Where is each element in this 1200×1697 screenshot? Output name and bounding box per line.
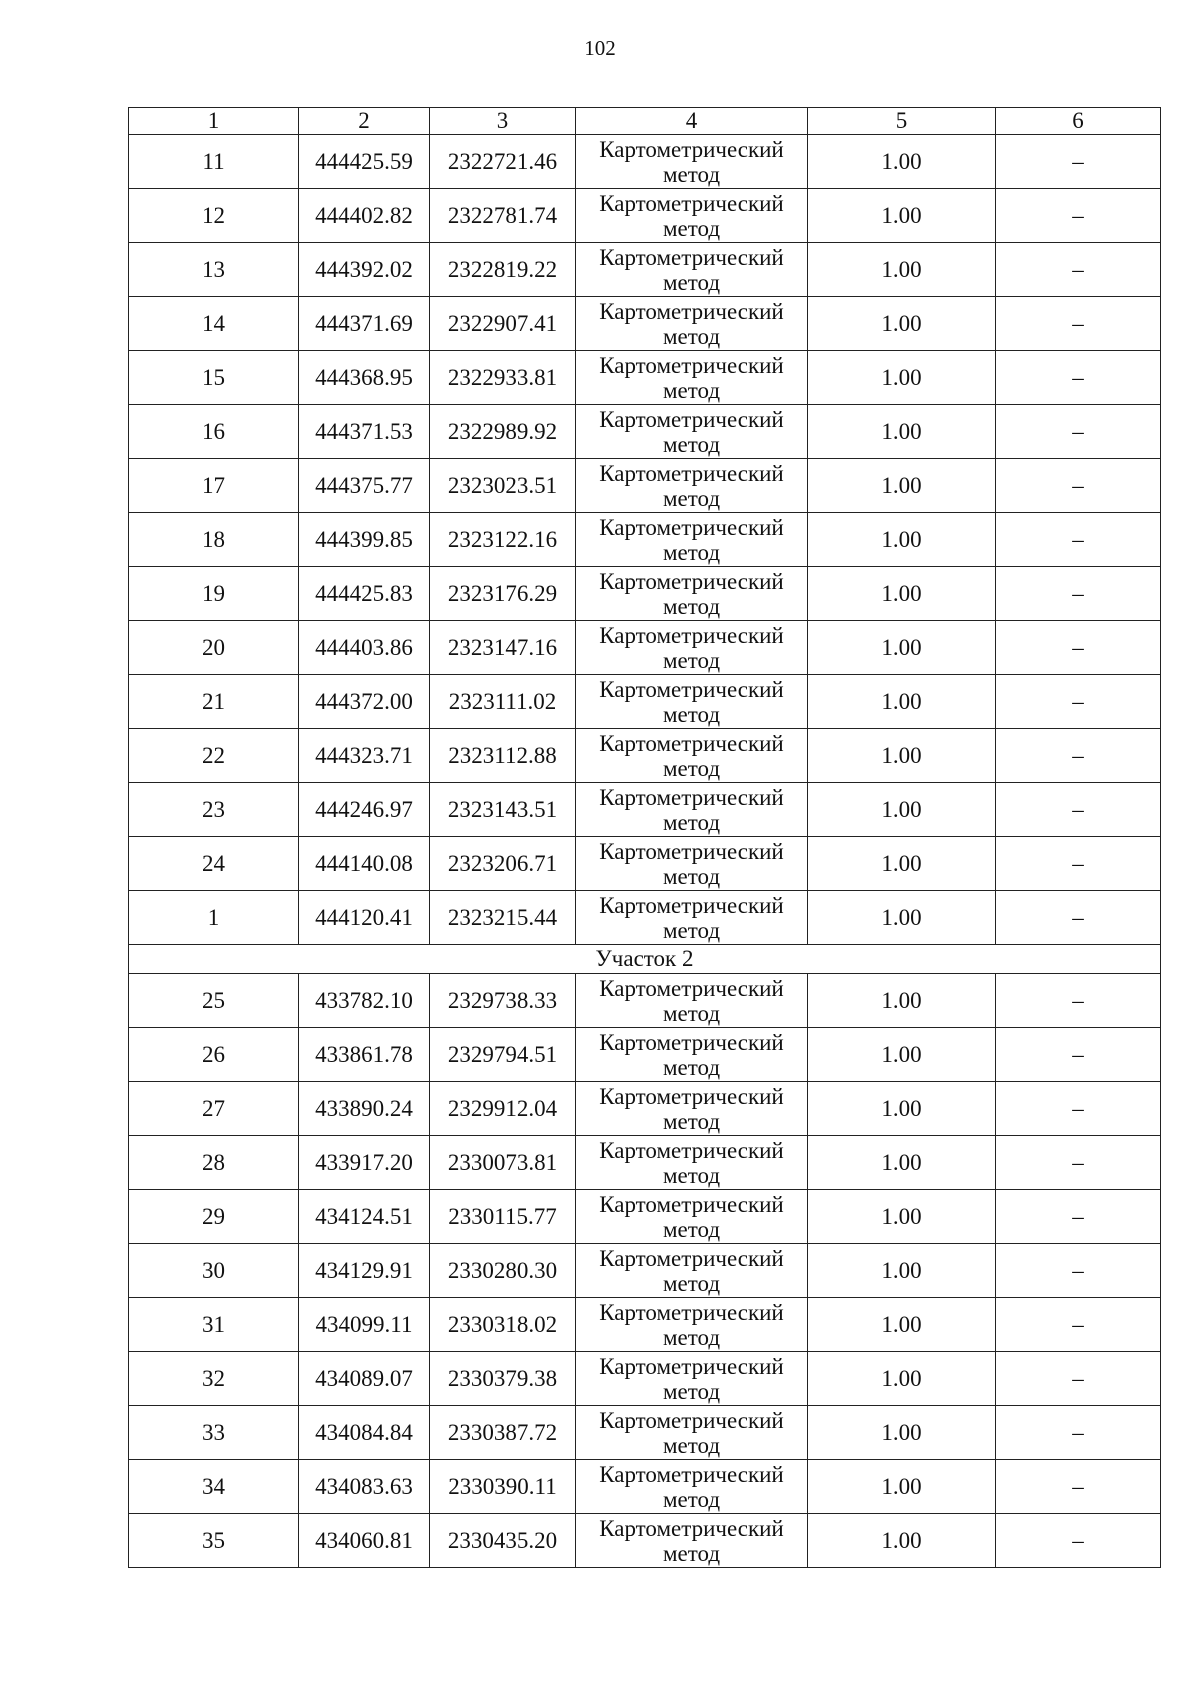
- point-number-cell: 23: [129, 783, 299, 837]
- note-cell: –: [996, 297, 1161, 351]
- method-text: Картометрический метод: [599, 514, 784, 565]
- method-text: Картометрический метод: [599, 1029, 784, 1080]
- method-text: Картометрический метод: [599, 676, 784, 727]
- note-cell: –: [996, 891, 1161, 945]
- note-cell: –: [996, 621, 1161, 675]
- x-coordinate-cell: 434129.91: [299, 1244, 430, 1298]
- x-coordinate-cell: 434124.51: [299, 1190, 430, 1244]
- point-number-cell: 28: [129, 1136, 299, 1190]
- accuracy-cell: 1.00: [808, 1406, 996, 1460]
- point-number-cell: 26: [129, 1028, 299, 1082]
- page-number: 102: [584, 36, 616, 60]
- method-text: Картометрический метод: [599, 975, 784, 1026]
- y-coordinate-cell: 2330435.20: [430, 1514, 576, 1568]
- column-header: 1: [129, 108, 299, 135]
- point-number-cell: 33: [129, 1406, 299, 1460]
- y-coordinate-cell: 2323122.16: [430, 513, 576, 567]
- y-coordinate-cell: 2322819.22: [430, 243, 576, 297]
- accuracy-cell: 1.00: [808, 675, 996, 729]
- note-cell: –: [996, 837, 1161, 891]
- accuracy-cell: 1.00: [808, 1190, 996, 1244]
- method-text: Картометрический метод: [599, 460, 784, 511]
- accuracy-cell: 1.00: [808, 513, 996, 567]
- accuracy-cell: 1.00: [808, 974, 996, 1028]
- table-row: [129, 297, 1161, 351]
- method-cell: [576, 675, 808, 729]
- accuracy-cell: 1.00: [808, 1136, 996, 1190]
- method-cell: [576, 621, 808, 675]
- method-cell: [576, 1406, 808, 1460]
- point-number-cell: 35: [129, 1514, 299, 1568]
- table-row: [129, 243, 1161, 297]
- point-number-cell: 32: [129, 1352, 299, 1406]
- point-number-cell: 13: [129, 243, 299, 297]
- table-row: [129, 1298, 1161, 1352]
- column-header: 6: [996, 108, 1161, 135]
- method-cell: [576, 837, 808, 891]
- y-coordinate-cell: 2323206.71: [430, 837, 576, 891]
- header-row: [129, 108, 1161, 135]
- x-coordinate-cell: 444323.71: [299, 729, 430, 783]
- method-cell: [576, 135, 808, 189]
- accuracy-cell: 1.00: [808, 1514, 996, 1568]
- method-cell: [576, 891, 808, 945]
- y-coordinate-cell: 2322907.41: [430, 297, 576, 351]
- note-cell: –: [996, 974, 1161, 1028]
- table-row: [129, 513, 1161, 567]
- method-text: Картометрический метод: [599, 352, 784, 403]
- table-row: [129, 1190, 1161, 1244]
- y-coordinate-cell: 2322933.81: [430, 351, 576, 405]
- point-number-cell: 16: [129, 405, 299, 459]
- method-cell: [576, 1136, 808, 1190]
- y-coordinate-cell: 2323023.51: [430, 459, 576, 513]
- x-coordinate-cell: 434089.07: [299, 1352, 430, 1406]
- method-text: Картометрический метод: [599, 838, 784, 889]
- point-number-cell: 29: [129, 1190, 299, 1244]
- accuracy-cell: 1.00: [808, 621, 996, 675]
- y-coordinate-cell: 2322721.46: [430, 135, 576, 189]
- note-cell: –: [996, 1352, 1161, 1406]
- x-coordinate-cell: 434084.84: [299, 1406, 430, 1460]
- column-header: 5: [808, 108, 996, 135]
- note-cell: –: [996, 1136, 1161, 1190]
- note-cell: –: [996, 783, 1161, 837]
- point-number-cell: 34: [129, 1460, 299, 1514]
- y-coordinate-cell: 2329912.04: [430, 1082, 576, 1136]
- y-coordinate-cell: 2323176.29: [430, 567, 576, 621]
- table-row: [129, 891, 1161, 945]
- x-coordinate-cell: 444246.97: [299, 783, 430, 837]
- y-coordinate-cell: 2329738.33: [430, 974, 576, 1028]
- method-cell: [576, 1028, 808, 1082]
- note-cell: –: [996, 1460, 1161, 1514]
- note-cell: –: [996, 1028, 1161, 1082]
- accuracy-cell: 1.00: [808, 567, 996, 621]
- table-row: [129, 837, 1161, 891]
- accuracy-cell: 1.00: [808, 1082, 996, 1136]
- x-coordinate-cell: 433861.78: [299, 1028, 430, 1082]
- accuracy-cell: 1.00: [808, 1352, 996, 1406]
- note-cell: –: [996, 459, 1161, 513]
- x-coordinate-cell: 444425.59: [299, 135, 430, 189]
- x-coordinate-cell: 444375.77: [299, 459, 430, 513]
- table-row: [129, 1244, 1161, 1298]
- x-coordinate-cell: 434099.11: [299, 1298, 430, 1352]
- method-cell: [576, 405, 808, 459]
- y-coordinate-cell: 2323111.02: [430, 675, 576, 729]
- table-row: [129, 567, 1161, 621]
- method-cell: [576, 459, 808, 513]
- table-row: [129, 1406, 1161, 1460]
- method-text: Картометрический метод: [599, 892, 784, 943]
- method-text: Картометрический метод: [599, 244, 784, 295]
- y-coordinate-cell: 2323147.16: [430, 621, 576, 675]
- method-text: Картометрический метод: [599, 298, 784, 349]
- note-cell: –: [996, 351, 1161, 405]
- accuracy-cell: 1.00: [808, 405, 996, 459]
- table-row: [129, 729, 1161, 783]
- method-text: Картометрический метод: [599, 1083, 784, 1134]
- point-number-cell: 20: [129, 621, 299, 675]
- note-cell: –: [996, 1298, 1161, 1352]
- method-text: Картометрический метод: [599, 1407, 784, 1458]
- column-header: 2: [299, 108, 430, 135]
- method-cell: [576, 1514, 808, 1568]
- x-coordinate-cell: 433890.24: [299, 1082, 430, 1136]
- x-coordinate-cell: 444402.82: [299, 189, 430, 243]
- note-cell: –: [996, 513, 1161, 567]
- point-number-cell: 22: [129, 729, 299, 783]
- method-cell: [576, 1298, 808, 1352]
- point-number-cell: 21: [129, 675, 299, 729]
- x-coordinate-cell: 444425.83: [299, 567, 430, 621]
- note-cell: –: [996, 675, 1161, 729]
- method-cell: [576, 1460, 808, 1514]
- x-coordinate-cell: 444140.08: [299, 837, 430, 891]
- method-text: Картометрический метод: [599, 1515, 784, 1566]
- accuracy-cell: 1.00: [808, 297, 996, 351]
- point-number-cell: 25: [129, 974, 299, 1028]
- x-coordinate-cell: 434083.63: [299, 1460, 430, 1514]
- point-number-cell: 31: [129, 1298, 299, 1352]
- y-coordinate-cell: 2330115.77: [430, 1190, 576, 1244]
- x-coordinate-cell: 434060.81: [299, 1514, 430, 1568]
- note-cell: –: [996, 1244, 1161, 1298]
- point-number-cell: 1: [129, 891, 299, 945]
- point-number-cell: 19: [129, 567, 299, 621]
- section-header-row: [129, 945, 1161, 974]
- y-coordinate-cell: 2330387.72: [430, 1406, 576, 1460]
- method-cell: [576, 1244, 808, 1298]
- accuracy-cell: 1.00: [808, 1028, 996, 1082]
- x-coordinate-cell: 444372.00: [299, 675, 430, 729]
- note-cell: –: [996, 729, 1161, 783]
- method-cell: [576, 974, 808, 1028]
- table-row: [129, 1028, 1161, 1082]
- method-cell: [576, 783, 808, 837]
- column-header: 3: [430, 108, 576, 135]
- x-coordinate-cell: 444399.85: [299, 513, 430, 567]
- x-coordinate-cell: 444368.95: [299, 351, 430, 405]
- note-cell: –: [996, 1514, 1161, 1568]
- y-coordinate-cell: 2322781.74: [430, 189, 576, 243]
- accuracy-cell: 1.00: [808, 1298, 996, 1352]
- x-coordinate-cell: 433917.20: [299, 1136, 430, 1190]
- method-cell: [576, 351, 808, 405]
- table-row: [129, 1136, 1161, 1190]
- accuracy-cell: 1.00: [808, 891, 996, 945]
- note-cell: –: [996, 405, 1161, 459]
- point-number-cell: 27: [129, 1082, 299, 1136]
- point-number-cell: 18: [129, 513, 299, 567]
- y-coordinate-cell: 2330073.81: [430, 1136, 576, 1190]
- column-header: 4: [576, 108, 808, 135]
- accuracy-cell: 1.00: [808, 189, 996, 243]
- method-text: Картометрический метод: [599, 1137, 784, 1188]
- method-text: Картометрический метод: [599, 568, 784, 619]
- note-cell: –: [996, 1190, 1161, 1244]
- y-coordinate-cell: 2330390.11: [430, 1460, 576, 1514]
- table-row: [129, 1514, 1161, 1568]
- y-coordinate-cell: 2323215.44: [430, 891, 576, 945]
- section-title: Участок 2: [129, 945, 1161, 974]
- table-row: [129, 135, 1161, 189]
- method-cell: [576, 1190, 808, 1244]
- method-cell: [576, 567, 808, 621]
- x-coordinate-cell: 444371.53: [299, 405, 430, 459]
- note-cell: –: [996, 1082, 1161, 1136]
- point-number-cell: 11: [129, 135, 299, 189]
- note-cell: –: [996, 189, 1161, 243]
- method-cell: [576, 297, 808, 351]
- table-row: [129, 1352, 1161, 1406]
- y-coordinate-cell: 2330379.38: [430, 1352, 576, 1406]
- x-coordinate-cell: 444371.69: [299, 297, 430, 351]
- method-text: Картометрический метод: [599, 1245, 784, 1296]
- method-text: Картометрический метод: [599, 730, 784, 781]
- y-coordinate-cell: 2330318.02: [430, 1298, 576, 1352]
- table-row: [129, 351, 1161, 405]
- accuracy-cell: 1.00: [808, 1460, 996, 1514]
- accuracy-cell: 1.00: [808, 243, 996, 297]
- y-coordinate-cell: 2330280.30: [430, 1244, 576, 1298]
- table-row: [129, 974, 1161, 1028]
- method-text: Картометрический метод: [599, 1299, 784, 1350]
- x-coordinate-cell: 433782.10: [299, 974, 430, 1028]
- accuracy-cell: 1.00: [808, 837, 996, 891]
- note-cell: –: [996, 1406, 1161, 1460]
- x-coordinate-cell: 444403.86: [299, 621, 430, 675]
- x-coordinate-cell: 444392.02: [299, 243, 430, 297]
- accuracy-cell: 1.00: [808, 1244, 996, 1298]
- method-cell: [576, 1082, 808, 1136]
- method-text: Картометрический метод: [599, 1461, 784, 1512]
- method-cell: [576, 729, 808, 783]
- method-text: Картометрический метод: [599, 190, 784, 241]
- method-text: Картометрический метод: [599, 1353, 784, 1404]
- method-text: Картометрический метод: [599, 622, 784, 673]
- x-coordinate-cell: 444120.41: [299, 891, 430, 945]
- table-row: [129, 1460, 1161, 1514]
- method-cell: [576, 243, 808, 297]
- table-row: [129, 1082, 1161, 1136]
- method-text: Картометрический метод: [599, 406, 784, 457]
- y-coordinate-cell: 2323143.51: [430, 783, 576, 837]
- table-body: [129, 135, 1161, 1568]
- table-row: [129, 405, 1161, 459]
- accuracy-cell: 1.00: [808, 729, 996, 783]
- accuracy-cell: 1.00: [808, 783, 996, 837]
- accuracy-cell: 1.00: [808, 459, 996, 513]
- coordinates-table: [128, 107, 1161, 1568]
- y-coordinate-cell: 2329794.51: [430, 1028, 576, 1082]
- table-row: [129, 189, 1161, 243]
- method-cell: [576, 189, 808, 243]
- note-cell: –: [996, 567, 1161, 621]
- method-text: Картометрический метод: [599, 1191, 784, 1242]
- method-cell: [576, 513, 808, 567]
- point-number-cell: 14: [129, 297, 299, 351]
- point-number-cell: 12: [129, 189, 299, 243]
- table-row: [129, 621, 1161, 675]
- table-row: [129, 459, 1161, 513]
- accuracy-cell: 1.00: [808, 135, 996, 189]
- table-row: [129, 675, 1161, 729]
- note-cell: –: [996, 243, 1161, 297]
- y-coordinate-cell: 2323112.88: [430, 729, 576, 783]
- point-number-cell: 30: [129, 1244, 299, 1298]
- table-row: [129, 783, 1161, 837]
- y-coordinate-cell: 2322989.92: [430, 405, 576, 459]
- note-cell: –: [996, 135, 1161, 189]
- point-number-cell: 24: [129, 837, 299, 891]
- point-number-cell: 17: [129, 459, 299, 513]
- accuracy-cell: 1.00: [808, 351, 996, 405]
- method-cell: [576, 1352, 808, 1406]
- point-number-cell: 15: [129, 351, 299, 405]
- method-text: Картометрический метод: [599, 136, 784, 187]
- coordinates-table-wrapper: [128, 107, 1160, 1568]
- method-text: Картометрический метод: [599, 784, 784, 835]
